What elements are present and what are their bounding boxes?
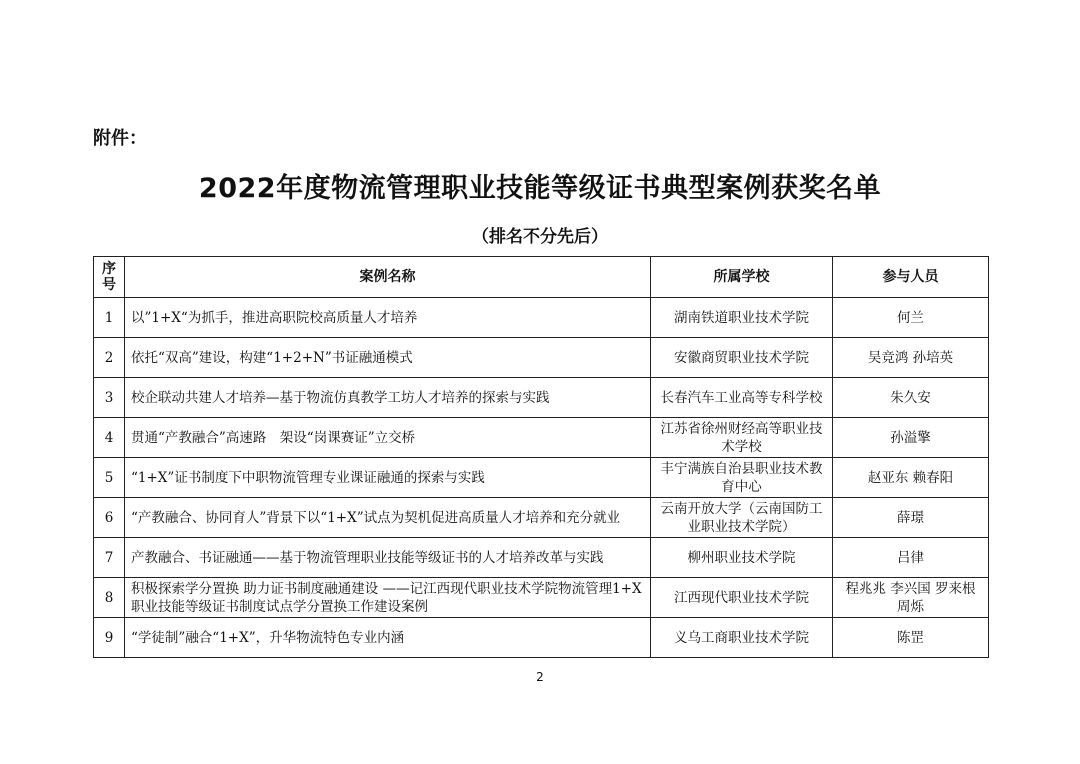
row-no: 1 [94,298,125,338]
table-row [94,618,989,658]
school-name: 云南开放大学（云南国防工业职业技术学院） [651,498,833,538]
school-name: 湖南铁道职业技术学院 [651,298,833,338]
table-row [94,298,989,338]
case-name: 贯通“产教融合”高速路 架设“岗课赛证”立交桥 [125,418,651,458]
row-no: 7 [94,538,125,578]
case-name: 积极探索学分置换 助力证书制度融通建设 ——记江西现代职业技术学院物流管理1+X职业技能等级证书制度试点学分置换工作建设案例 [125,578,651,618]
case-name: “1+X”证书制度下中职物流管理专业课证融通的探索与实践 [125,458,651,498]
school-name: 柳州职业技术学院 [651,538,833,578]
row-no: 5 [94,458,125,498]
case-name: 依托“双高”建设，构建“1+2+N”书证融通模式 [125,338,651,378]
row-no: 8 [94,578,125,618]
participants: 吕律 [833,538,989,578]
participants: 薛璟 [833,498,989,538]
case-name: 校企联动共建人才培养—基于物流仿真教学工坊人才培养的探索与实践 [125,378,651,418]
participants: 孙溢擎 [833,418,989,458]
school-name: 丰宁满族自治县职业技术教育中心 [651,458,833,498]
participants: 朱久安 [833,378,989,418]
case-name: 以”1+X“为抓手，推进高职院校高质量人才培养 [125,298,651,338]
participants: 陈罡 [833,618,989,658]
school-name: 江西现代职业技术学院 [651,578,833,618]
participants: 吴竞鸿 孙培英 [833,338,989,378]
participants: 何兰 [833,298,989,338]
school-name: 江苏省徐州财经高等职业技术学校 [651,418,833,458]
document-title: 2022年度物流管理职业技能等级证书典型案例获奖名单 [198,173,882,204]
table-row [94,458,989,498]
row-no: 3 [94,378,125,418]
table-row [94,418,989,458]
table-row [94,538,989,578]
header-no: 序号 [94,257,125,298]
awards-table [93,256,989,658]
participants: 程兆兆 李兴国 罗来根 周烁 [833,578,989,618]
school-name: 长春汽车工业高等专科学校 [651,378,833,418]
row-no: 4 [94,418,125,458]
document-subtitle: （排名不分先后） [472,227,608,247]
table-header-row [94,257,989,298]
table-row [94,498,989,538]
school-name: 安徽商贸职业技术学院 [651,338,833,378]
case-name: “学徒制”融合“1+X”，升华物流特色专业内涵 [125,618,651,658]
participants: 赵亚东 赖春阳 [833,458,989,498]
header-people: 参与人员 [833,257,989,298]
table-row [94,378,989,418]
header-school: 所属学校 [651,257,833,298]
row-no: 6 [94,498,125,538]
page-number: 2 [536,670,544,684]
attachment-label: 附件： [93,128,147,149]
row-no: 2 [94,338,125,378]
case-name: “产教融合、协同育人”背景下以“1+X”试点为契机促进高质量人才培养和充分就业 [125,498,651,538]
table-row [94,578,989,618]
header-case: 案例名称 [125,257,651,298]
table-row [94,338,989,378]
school-name: 义乌工商职业技术学院 [651,618,833,658]
row-no: 9 [94,618,125,658]
case-name: 产教融合、书证融通——基于物流管理职业技能等级证书的人才培养改革与实践 [125,538,651,578]
